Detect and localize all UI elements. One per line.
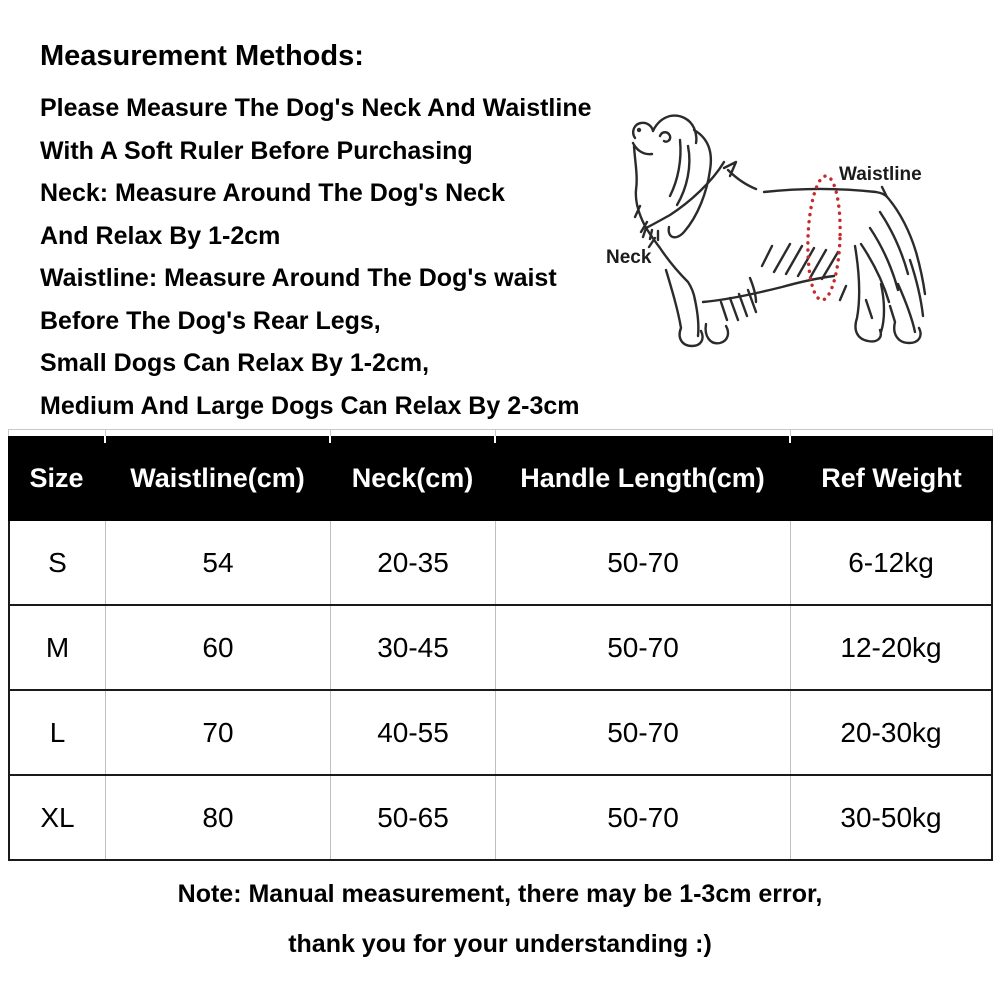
header-tick bbox=[789, 436, 791, 443]
cell-neck: 30-45 bbox=[330, 606, 495, 689]
header-tick bbox=[104, 436, 106, 443]
cell-neck: 20-35 bbox=[330, 521, 495, 604]
page-title: Measurement Methods: bbox=[40, 40, 364, 72]
cell-waistline: 80 bbox=[105, 776, 330, 859]
note-line-1: Note: Manual measurement, there may be 1-3cm error, bbox=[177, 880, 823, 908]
table-row-s bbox=[10, 521, 991, 604]
note-line-2: thank you for your understanding :) bbox=[288, 930, 712, 958]
table-row-xl bbox=[10, 774, 991, 859]
instruction-line: And Relax By 1-2cm bbox=[40, 221, 281, 250]
table-top-gridline bbox=[8, 429, 993, 436]
header-cell-size: Size bbox=[29, 463, 84, 493]
dog-belly bbox=[703, 244, 838, 302]
instruction-line: With A Soft Ruler Before Purchasing bbox=[40, 136, 473, 165]
dog-collar-line bbox=[643, 162, 736, 240]
cell-handle-length: 50-70 bbox=[495, 691, 790, 774]
dog-chest bbox=[634, 146, 695, 300]
cell-size: M bbox=[45, 631, 70, 663]
instruction-line: Small Dogs Can Relax By 1-2cm, bbox=[40, 349, 430, 377]
dog-nostril bbox=[637, 128, 641, 132]
table-header-row bbox=[8, 436, 993, 521]
cell-waistline: 70 bbox=[105, 691, 330, 774]
table-row-m bbox=[10, 604, 991, 689]
instruction-line: Waistline: Measure Around The Dog's waist bbox=[40, 264, 557, 292]
header-cell-waistline: Waistline(cm) bbox=[130, 463, 305, 493]
instruction-line: Medium And Large Dogs Can Relax By 2-3cm bbox=[40, 391, 580, 420]
cell-ref-weight: 20-30kg bbox=[790, 691, 991, 774]
cell-ref-weight: 12-20kg bbox=[790, 606, 991, 689]
cell-waistline: 54 bbox=[105, 521, 330, 604]
dog-measurement-diagram bbox=[578, 88, 998, 360]
header-cell-handle-length: Handle Length(cm) bbox=[520, 463, 765, 493]
cell-handle-length: 50-70 bbox=[495, 776, 790, 859]
cell-size: XL bbox=[40, 801, 75, 833]
dog-head bbox=[633, 116, 696, 155]
dog-rear-legs bbox=[840, 246, 921, 343]
bottom-note bbox=[0, 869, 1000, 969]
cell-size: L bbox=[49, 716, 66, 748]
cell-size: S bbox=[48, 546, 67, 578]
table-row-l bbox=[10, 689, 991, 774]
waistline-ellipse bbox=[806, 175, 842, 300]
cell-handle-length: 50-70 bbox=[495, 521, 790, 604]
header-cell-neck: Neck(cm) bbox=[351, 463, 474, 493]
instruction-line: Before The Dog's Rear Legs, bbox=[40, 306, 381, 335]
instruction-line: Neck: Measure Around The Dog's Neck bbox=[40, 179, 505, 207]
header-cell-ref-weight: Ref Weight bbox=[821, 463, 962, 493]
instruction-line: Please Measure The Dog's Neck And Waistline bbox=[40, 94, 592, 122]
cell-neck: 40-55 bbox=[330, 691, 495, 774]
cell-handle-length: 50-70 bbox=[495, 606, 790, 689]
waistline-label: Waistline bbox=[839, 164, 922, 185]
header-tick bbox=[329, 436, 331, 443]
header-tick bbox=[494, 436, 496, 443]
dog-sketch-canvas bbox=[578, 88, 998, 360]
dog-line-art bbox=[633, 116, 925, 346]
size-table bbox=[8, 429, 993, 861]
dog-front-legs bbox=[666, 270, 756, 346]
cell-neck: 50-65 bbox=[330, 776, 495, 859]
neck-label: Neck bbox=[606, 247, 652, 268]
dog-ear bbox=[669, 130, 711, 237]
measurement-instructions bbox=[40, 87, 592, 427]
cell-waistline: 60 bbox=[105, 606, 330, 689]
table-body bbox=[8, 521, 993, 861]
cell-ref-weight: 30-50kg bbox=[790, 776, 991, 859]
cell-ref-weight: 6-12kg bbox=[790, 521, 991, 604]
